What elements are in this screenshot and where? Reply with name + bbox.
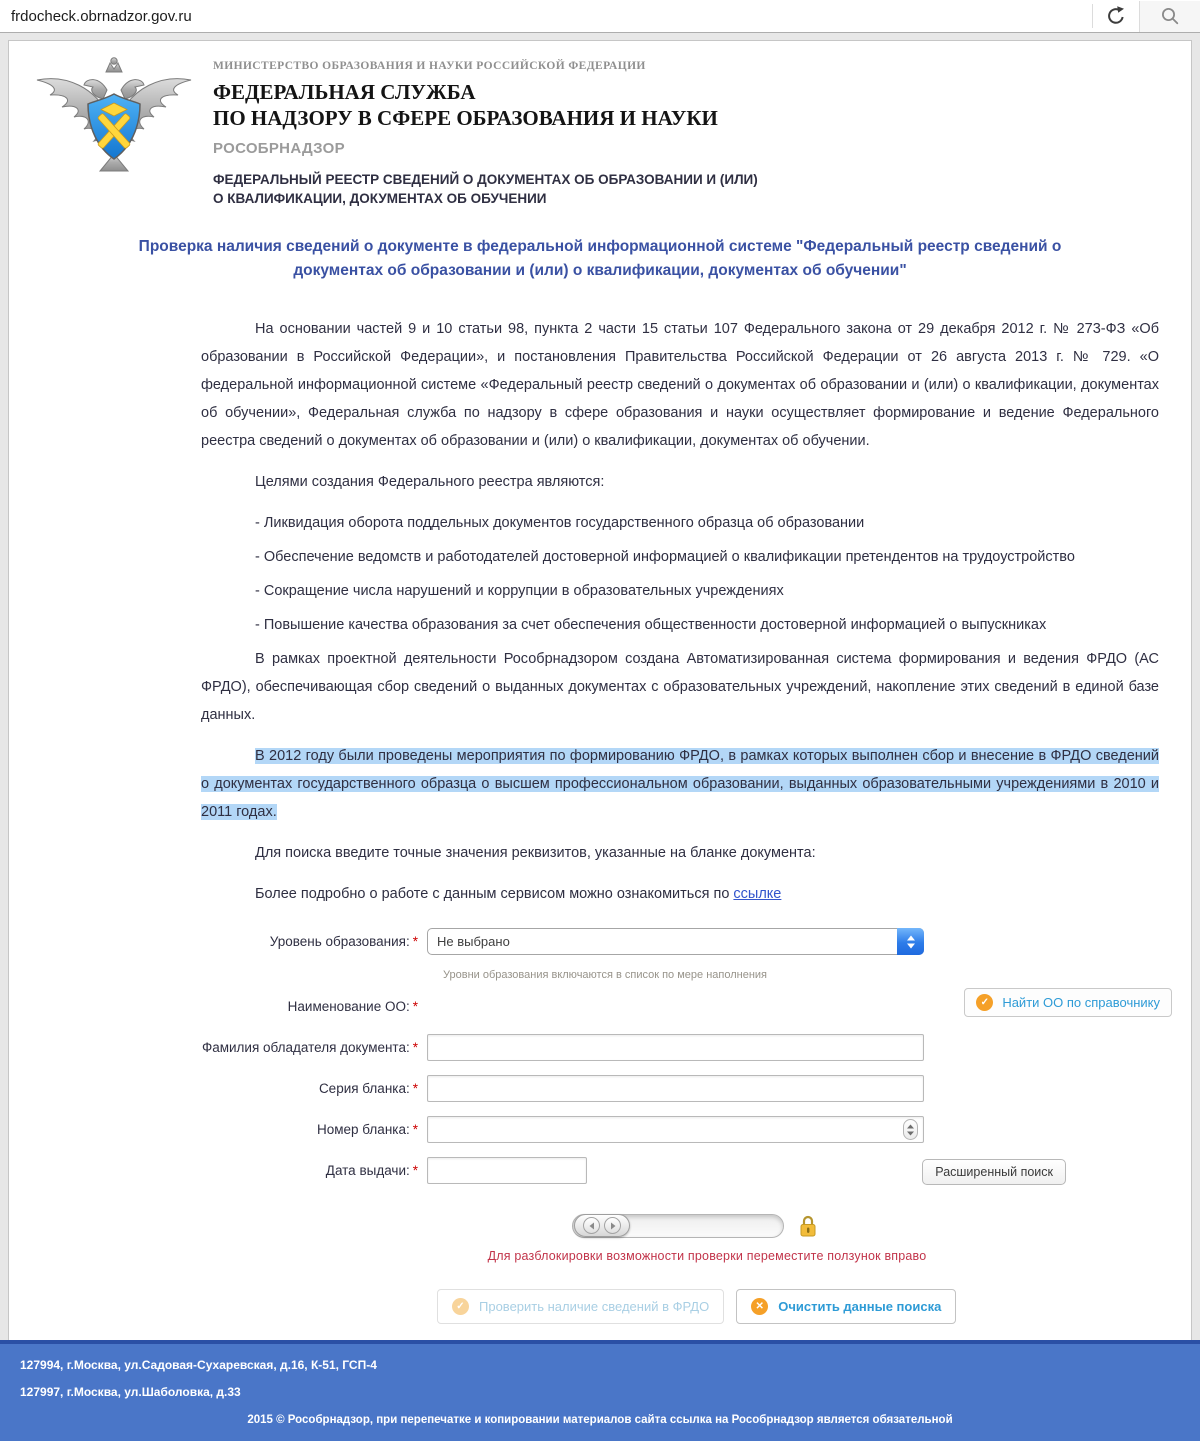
advanced-search-button[interactable]: Расширенный поиск xyxy=(922,1159,1066,1185)
oo-name-label xyxy=(9,999,418,1014)
education-level-hint: Уровни образования включаются в список по мере наполнения xyxy=(443,969,768,981)
goal-item: - Сокращение числа нарушений и коррупции в образовательных учреждениях xyxy=(255,583,784,599)
highlighted-text: В 2012 году были проведены мероприятия по формированию ФРДО, в рамках которых выполнен сбор и внесение в ФРДО сведений о документах государственного образца о высшем профессиональном образовании, выданных образовательными учреждениями в 2010 и 2011 годах. xyxy=(201,748,1159,820)
check-circle-icon: ✓ xyxy=(452,1298,469,1315)
footer xyxy=(0,1340,1200,1441)
education-level-label xyxy=(9,934,418,949)
label-text: Уровень образования: xyxy=(269,934,410,949)
service-name xyxy=(213,79,758,131)
rosobrnadzor-emblem xyxy=(29,54,199,208)
series-row xyxy=(9,1075,1191,1102)
series-input[interactable] xyxy=(427,1075,924,1102)
registry-name-line1: ФЕДЕРАЛЬНЫЙ РЕЕСТР СВЕДЕНИЙ О ДОКУМЕНТАХ ОБ ОБРАЗОВАНИИ И (ИЛИ) xyxy=(213,172,758,187)
surname-label xyxy=(9,1040,418,1055)
arrow-right-icon xyxy=(604,1217,621,1234)
unlock-slider-handle[interactable] xyxy=(574,1214,630,1237)
form-actions xyxy=(437,1289,1191,1324)
label-text: Серия бланка: xyxy=(318,1081,410,1096)
find-oo-button-label: Найти ОО по справочнику xyxy=(1002,995,1160,1010)
browser-address-bar xyxy=(0,0,1200,33)
number-row xyxy=(9,1116,1191,1143)
number-label xyxy=(9,1122,418,1137)
service-name-line2: ПО НАДЗОРУ В СФЕРЕ ОБРАЗОВАНИЯ И НАУКИ xyxy=(213,106,718,130)
label-text: Наименование ОО: xyxy=(287,999,410,1014)
unlock-hint-text: Для разблокировки возможности проверки переместите ползунок вправо xyxy=(487,1249,927,1263)
footer-address-1: 127994, г.Москва, ул.Садовая-Сухаревская, д.16, К-51, ГСП-4 xyxy=(20,1358,377,1372)
chevron-up-down-icon xyxy=(897,928,924,955)
required-asterisk: * xyxy=(412,999,418,1014)
search-icon xyxy=(1160,6,1180,26)
find-oo-button[interactable] xyxy=(964,988,1172,1017)
required-asterisk: * xyxy=(412,1040,418,1055)
site-header xyxy=(9,41,1191,208)
paragraph-2012 xyxy=(201,742,1159,826)
search-form xyxy=(9,928,1191,1359)
goal-item: - Обеспечение ведомств и работодателей достоверной информацией о квалификации претендентов на трудоустройство xyxy=(255,549,1075,565)
surname-row xyxy=(9,1034,1191,1061)
education-level-row xyxy=(9,928,1191,955)
education-level-select[interactable] xyxy=(427,928,924,955)
number-stepper[interactable] xyxy=(903,1119,918,1140)
required-asterisk: * xyxy=(412,1081,418,1096)
lock-icon xyxy=(798,1214,818,1238)
paragraph-law: На основании частей 9 и 10 статьи 98, пункта 2 части 15 статьи 107 Федерального закона от 29 декабря 2012 г. № 273-ФЗ «Об образовании в Российской Федерации», и постановления Правительства Российской Федерации от 26 августа 2013 г. № 729. «О федеральной информационной системе «Федеральный реестр сведений о документах об образовании и (или) о квалификации, документах об обучении», Федеральная служба по надзору в сфере образования и науки осуществляет формирование и ведение Федерального реестра сведений о документах об образовании и (или) о квалификации, документах об обучении. xyxy=(201,321,1159,449)
page-content xyxy=(8,40,1192,1340)
education-level-selected-value: Не выбрано xyxy=(437,934,510,949)
registry-name-line2: О КВАЛИФИКАЦИИ, ДОКУМЕНТАХ ОБ ОБУЧЕНИИ xyxy=(213,191,547,206)
search-instruction: Для поиска введите точные значения реквизитов, указанные на бланке документа: xyxy=(255,845,816,861)
required-asterisk: * xyxy=(412,1163,418,1178)
label-text: Фамилия обладателя документа: xyxy=(201,1040,410,1055)
issue-date-row xyxy=(9,1157,1191,1184)
reload-icon xyxy=(1105,5,1127,27)
search-button[interactable] xyxy=(1139,1,1200,32)
clear-search-button[interactable] xyxy=(736,1289,956,1324)
service-info-link[interactable]: ссылке xyxy=(733,886,782,902)
url-text[interactable]: frdocheck.obrnadzor.gov.ru xyxy=(11,7,192,25)
label-text: Номер бланка: xyxy=(317,1122,410,1137)
intro-text xyxy=(201,315,1159,908)
series-label xyxy=(9,1081,418,1096)
issue-date-label xyxy=(9,1163,418,1178)
service-short-name: РОСОБРНАДЗОР xyxy=(213,140,345,157)
check-circle-icon: ✓ xyxy=(976,994,993,1011)
service-info-text xyxy=(201,880,1159,908)
clear-circle-icon: ✕ xyxy=(751,1298,768,1315)
footer-address-2: 127997, г.Москва, ул.Шаболовка, д.33 xyxy=(20,1385,241,1399)
goal-item: - Повышение качества образования за счет обеспечения общественности достоверной информацией о выпускниках xyxy=(255,617,1047,633)
reload-button[interactable] xyxy=(1093,1,1139,32)
required-asterisk: * xyxy=(412,1122,418,1137)
issue-date-input[interactable] xyxy=(427,1157,587,1184)
number-input[interactable] xyxy=(427,1116,924,1143)
required-asterisk: * xyxy=(412,934,418,949)
unlock-slider-area xyxy=(572,1214,1191,1238)
check-frdo-button[interactable] xyxy=(437,1289,724,1324)
paragraph-asfrdo: В рамках проектной деятельности Рособрнадзором создана Автоматизированная система формирования и ведения ФРДО (АС ФРДО), обеспечивающая сбор сведений о выданных документах с образовательных учреждений, накопление этих сведений в единой базе данных. xyxy=(201,651,1159,723)
goals-intro: Целями создания Федерального реестра являются: xyxy=(255,474,605,490)
ministry-name: МИНИСТЕРСТВО ОБРАЗОВАНИЯ И НАУКИ РОССИЙСКОЙ ФЕДЕРАЦИИ xyxy=(213,60,646,72)
check-frdo-button-label: Проверить наличие сведений в ФРДО xyxy=(479,1299,710,1314)
label-text: Дата выдачи: xyxy=(325,1163,410,1178)
clear-search-button-label: Очистить данные поиска xyxy=(778,1299,942,1314)
surname-input[interactable] xyxy=(427,1034,924,1061)
footer-copyright: 2015 © Рособрнадзор, при перепечатке и копировании материалов сайта ссылка на Рособрнадзор является обязательной xyxy=(247,1414,953,1426)
page-title: Проверка наличия сведений о документе в федеральной информационной системе "Федеральный реестр сведений о документах об образовании и (или) о квалификации, документах об обучении" xyxy=(138,238,1062,279)
service-info-prefix: Более подробно о работе с данным сервисом можно ознакомиться по xyxy=(255,886,734,902)
unlock-slider-track[interactable] xyxy=(572,1214,784,1238)
registry-name xyxy=(213,170,758,208)
oo-name-row xyxy=(9,993,1191,1020)
arrow-left-icon xyxy=(583,1217,600,1234)
service-name-line1: ФЕДЕРАЛЬНАЯ СЛУЖБА xyxy=(213,80,476,104)
goal-item: - Ликвидация оборота поддельных документов государственного образца об образовании xyxy=(255,515,865,531)
